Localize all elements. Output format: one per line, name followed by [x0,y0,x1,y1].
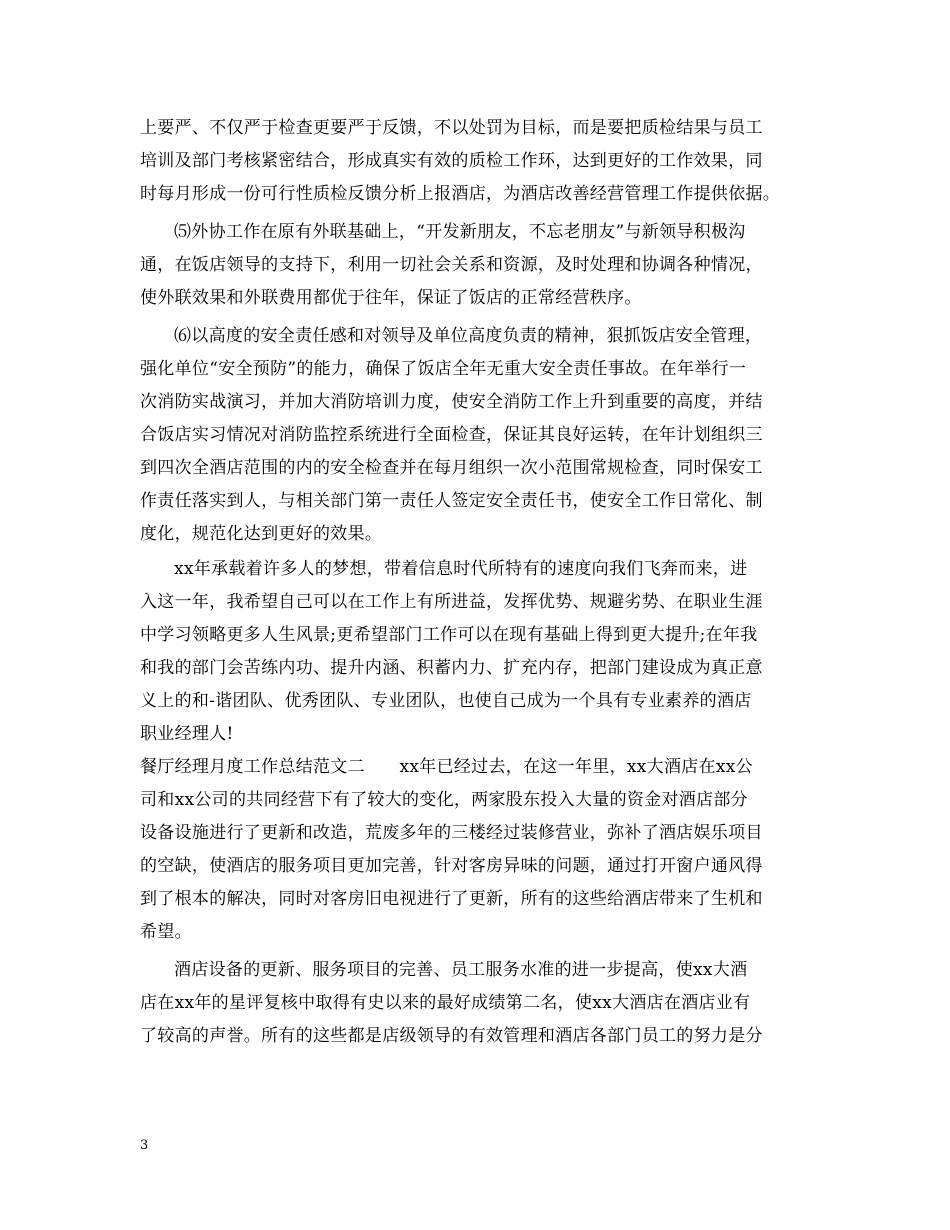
text-line: 义上的和-谐团队、优秀团队、专业团队，也使自己成为一个具有专业素养的酒店 [140,691,752,711]
text-line: 店在xx年的星评复核中取得有史以来的最好成绩第二名，使xx大酒店在酒店业有 [140,993,751,1013]
text-line: 次消防实战演习，并加大消防培训力度，使安全消防工作上升到重要的高度，并结 [140,392,763,412]
text-line: 合饭店实习情况对消防监控系统进行全面检查，保证其良好运转，在年计划组织三 [140,425,763,445]
text-line: 度化，规范化达到更好的效果。 [140,524,383,544]
text-line: 入这一年，我希望自己可以在工作上有所进益，发挥优势、规避劣势、在职业生涯 [140,592,763,612]
text-line: ⑹以高度的安全责任感和对领导及单位高度负责的精神，狠抓饭店安全管理， [174,326,763,346]
text-line: xx年承载着许多人的梦想，带着信息时代所特有的速度向我们飞奔而来，进 [174,559,748,579]
text-line: 时每月形成一份可行性质检反馈分析上报酒店，为酒店改善经营管理工作提供依据。 [140,184,781,204]
text-line: 设备设施进行了更新和改造，荒废多年的三楼经过装修营业，弥补了酒店娱乐项目 [140,823,763,843]
text-line: 司和xx公司的共同经营下有了较大的变化，两家股东投入大量的资金对酒店部分 [140,790,748,810]
text-line: 的空缺，使酒店的服务项目更加完善，针对客房异味的问题，通过打开窗户通风得 [140,856,763,876]
text-line: 上要严、不仅严于检查更要严于反馈，不以处罚为目标，而是要把质检结果与员工 [140,118,763,138]
page-number: 3 [140,1138,149,1153]
text-line: 了较高的声誉。所有的这些都是店级领导的有效管理和酒店各部门员工的努力是分 [140,1026,763,1046]
text-line: 通，在饭店领导的支持下，利用一切社会关系和资源，及时处理和协调各种情况， [140,255,763,275]
text-line: 使外联效果和外联费用都优于往年，保证了饭店的正常经营秩序。 [140,288,642,308]
text-line: 和我的部门会苦练内功、提升内涵、积蓄内力、扩充内存，把部门建设成为真正意 [140,658,763,678]
text-line: ⑸外协工作在原有外联基础上，“开发新朋友，不忘老朋友”与新领导积极沟 [174,222,746,242]
section-heading-line: 餐厅经理月度工作总结范文二 xx年已经过去，在这一年里，xx大酒店在xx公 [140,757,753,777]
text-line: 酒店设备的更新、服务项目的完善、员工服务水准的进一步提高，使xx大酒 [174,960,748,980]
text-line: 强化单位“安全预防”的能力，确保了饭店全年无重大安全责任事故。在年举行一 [140,359,747,379]
text-line: 到四次全酒店范围的内的安全检查并在每月组织一次小范围常规检查，同时保安工 [140,458,763,478]
text-line: 作责任落实到人，与相关部门第一责任人签定安全责任书，使安全工作日常化、制 [140,491,763,511]
text-line: 培训及部门考核紧密结合，形成真实有效的质检工作环，达到更好的工作效果，同 [140,151,763,171]
text-line: 中学习领略更多人生风景;更希望部门工作可以在现有基础上得到更大提升;在年我 [140,625,758,645]
text-line: 职业经理人! [140,724,234,744]
text-line: 到了根本的解决，同时对客房旧电视进行了更新，所有的这些给酒店带来了生机和 [140,889,763,909]
text-line: 希望。 [140,922,192,942]
